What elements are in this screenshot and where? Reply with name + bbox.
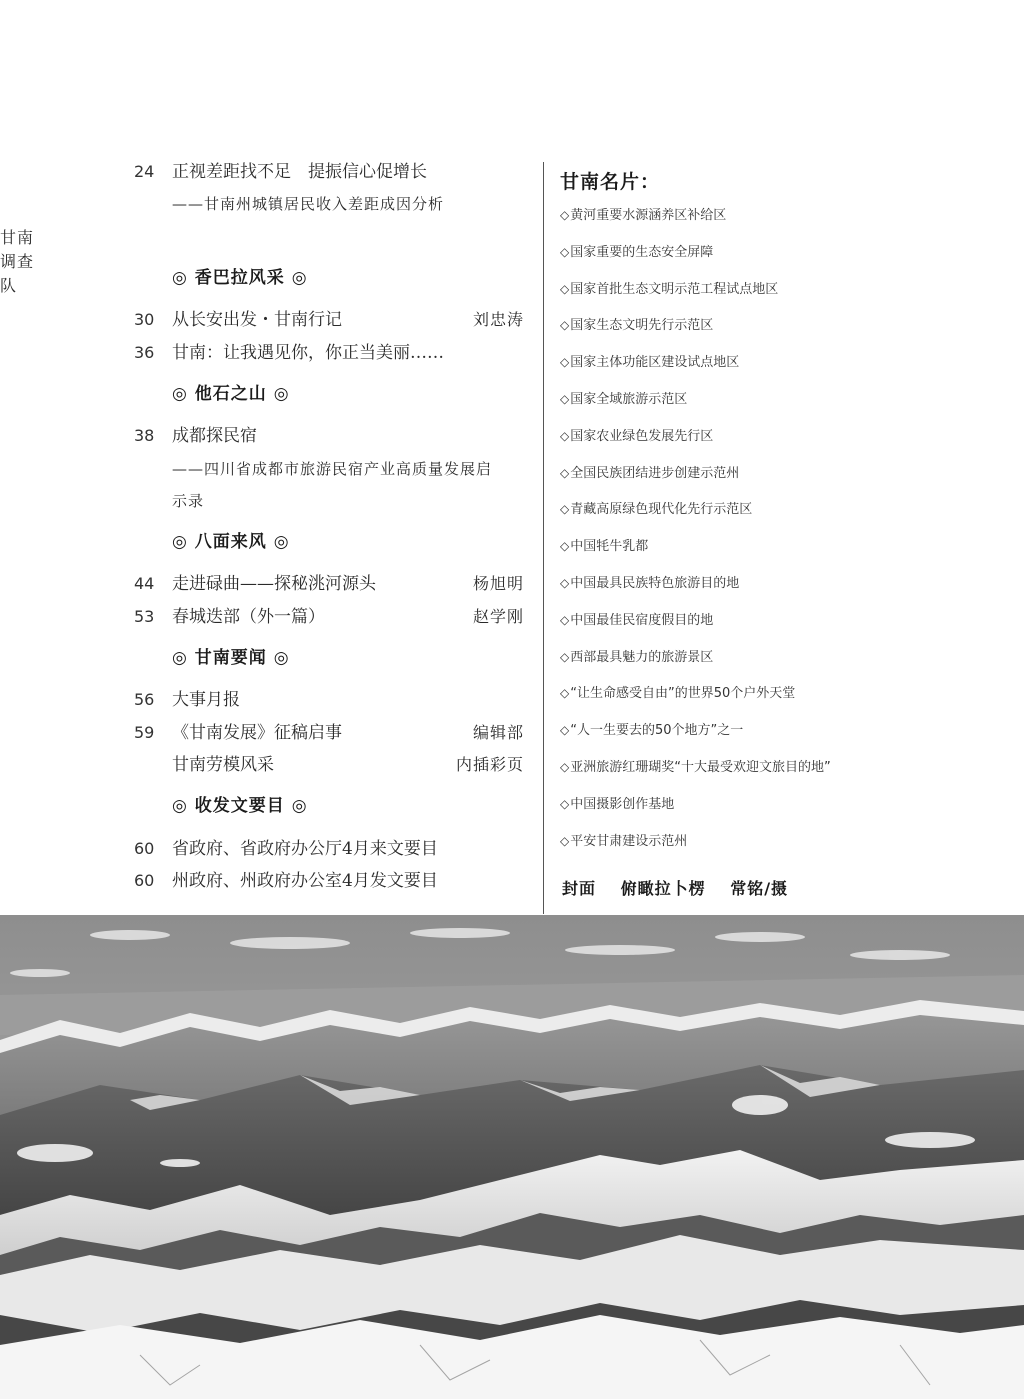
cover-label: 封面 [562, 879, 597, 898]
diamond-bullet-icon: ◇ [560, 281, 570, 296]
cards-item-text: 亚洲旅游红珊瑚奖“十大最受欢迎文旅目的地” [570, 760, 831, 775]
page-number: 36 [134, 343, 155, 362]
entry-title: 省政府、省政府办公厅4月来文要目 [172, 839, 438, 859]
entry-title: 《甘南发展》征稿启事 [172, 723, 342, 743]
diamond-bullet-icon: ◇ [560, 392, 570, 406]
entry-title: 走进碌曲——探秘洮河源头 [172, 574, 376, 594]
cards-list-item [560, 280, 778, 299]
page-number: 59 [134, 723, 155, 742]
entry-title: 甘南：让我遇见你，你正当美丽…… [172, 343, 444, 363]
section-mark-icon: ◎ [273, 648, 290, 668]
section-heading [172, 646, 290, 670]
diamond-bullet-icon: ◇ [560, 576, 570, 590]
cards-list-item [560, 537, 648, 556]
entry-title: 春城迭部（外一篇） [172, 607, 325, 627]
entry-title: 大事月报 [172, 690, 240, 710]
entry-title: 成都探民宿 [172, 426, 257, 446]
page-number: 60 [134, 871, 155, 890]
cards-item-text: 国家生态文明先行示范区 [570, 318, 714, 334]
section-mark-icon: ◎ [172, 532, 188, 552]
column-divider [543, 162, 544, 914]
entry-subtitle: ——甘南州城镇居民收入差距成因分析 [172, 195, 445, 213]
entry-subtitle: ——四川省成都市旅游民宿产业高质量发展启 [172, 460, 493, 478]
entry-title: 从长安出发・甘南行记 [172, 310, 342, 330]
diamond-bullet-icon: ◇ [560, 796, 570, 811]
section-title: 八面来风 [194, 532, 267, 552]
section-mark-icon: ◎ [291, 796, 308, 816]
cards-item-text: “人一生要去的50个地方”之一 [570, 723, 744, 739]
page-number: 24 [134, 162, 155, 181]
section-mark-icon: ◎ [273, 532, 290, 552]
cards-item-text: 国家主体功能区建设试点地区 [570, 355, 740, 371]
section-heading [172, 530, 290, 554]
cards-item-text: 西部最具魅力的旅游景区 [570, 649, 714, 665]
page-number: 38 [134, 426, 155, 445]
entry-author: 编辑部 [472, 723, 524, 742]
section-heading [172, 382, 290, 406]
cards-list-item [560, 427, 713, 446]
cards-item-text: “让生命感受自由”的世界50个户外天堂 [570, 686, 796, 702]
diamond-bullet-icon: ◇ [560, 208, 570, 222]
cards-list-item [560, 353, 739, 372]
section-mark-icon: ◎ [273, 384, 290, 404]
cards-list-item [560, 243, 713, 262]
section-mark-icon: ◎ [172, 384, 188, 404]
section-title: 收发文要目 [194, 796, 285, 816]
entry-subtitle: 示录 [172, 492, 205, 510]
cards-item-text: 全国民族团结进步创建示范州 [570, 465, 740, 481]
diamond-bullet-icon: ◇ [560, 428, 570, 443]
cards-item-text: 国家首批生态文明示范工程试点地区 [570, 281, 779, 297]
section-heading [172, 266, 308, 290]
cover-title: 俯瞰拉卜楞 [620, 879, 706, 898]
diamond-bullet-icon: ◇ [560, 612, 570, 627]
cards-list-item [560, 795, 674, 814]
entry-author: 刘忠涛 [472, 310, 524, 329]
page-number: 53 [134, 607, 155, 626]
entry-title: 甘南劳模风采 [172, 755, 274, 775]
diamond-bullet-icon: ◇ [560, 465, 570, 480]
diamond-bullet-icon: ◇ [560, 723, 570, 738]
entry-title: 州政府、州政府办公室4月发文要目 [172, 871, 438, 891]
entry-author: 杨旭明 [472, 574, 524, 593]
page-number: 60 [134, 839, 155, 858]
cards-item-text: 中国摄影创作基地 [570, 796, 675, 812]
diamond-bullet-icon: ◇ [560, 244, 570, 259]
cards-item-text: 中国牦牛乳都 [570, 539, 649, 555]
cards-list-item [560, 648, 713, 667]
diamond-bullet-icon: ◇ [560, 502, 570, 517]
diamond-bullet-icon: ◇ [560, 318, 570, 333]
cards-item-text: 国家全域旅游示范区 [570, 392, 688, 407]
section-mark-icon: ◎ [172, 268, 188, 288]
entry-author: 赵学刚 [472, 607, 524, 626]
table-of-contents [0, 0, 540, 915]
cards-list-item [560, 574, 739, 593]
entry-title: 正视差距找不足 提振信心促增长 [172, 162, 427, 182]
cover-credit: 常铭/摄 [730, 879, 789, 898]
page-number: 56 [134, 690, 155, 709]
diamond-bullet-icon: ◇ [560, 833, 570, 848]
diamond-bullet-icon: ◇ [560, 649, 570, 664]
section-mark-icon: ◎ [291, 268, 308, 288]
cards-list-item [560, 500, 752, 519]
page-number: 44 [134, 574, 155, 593]
diamond-bullet-icon: ◇ [560, 760, 570, 774]
page-number: 30 [134, 310, 155, 329]
cards-item-text: 平安甘肃建设示范州 [570, 833, 688, 849]
diamond-bullet-icon: ◇ [560, 539, 570, 554]
cards-list-item [560, 684, 795, 703]
diamond-bullet-icon: ◇ [560, 686, 570, 701]
cards-list-item [560, 316, 713, 335]
section-mark-icon: ◎ [172, 796, 188, 816]
cards-item-text: 国家重要的生态安全屏障 [570, 244, 714, 260]
cards-item-text: 黄河重要水源涵养区补给区 [570, 208, 727, 223]
cards-title: 甘南名片： [560, 171, 661, 193]
cards-list-item [560, 464, 739, 483]
mountain-photo [0, 915, 1024, 1399]
diamond-bullet-icon: ◇ [560, 355, 570, 370]
section-title: 甘南要闻 [194, 648, 267, 668]
section-heading [172, 794, 308, 818]
cards-item-text: 国家农业绿色发展先行区 [570, 428, 714, 444]
cards-list-item [560, 721, 743, 740]
snow-mountains-image [0, 915, 1024, 1399]
cards-list-item [560, 758, 831, 777]
section-title: 他石之山 [194, 384, 267, 404]
section-mark-icon: ◎ [172, 648, 188, 668]
cards-item-text: 中国最具民族特色旅游目的地 [570, 576, 740, 591]
cards-item-text: 青藏高原绿色现代化先行示范区 [570, 502, 753, 518]
entry-author: 甘南调查队 [0, 228, 35, 295]
section-title: 香巴拉风采 [194, 268, 285, 288]
entry-author: 内插彩页 [455, 755, 524, 774]
cards-list-item [560, 832, 687, 851]
cards-item-text: 中国最佳民宿度假目的地 [570, 612, 714, 628]
cards-list-item [560, 611, 713, 630]
cover-caption [562, 876, 806, 899]
cards-list-item [560, 206, 726, 225]
cards-list-item [560, 390, 687, 409]
